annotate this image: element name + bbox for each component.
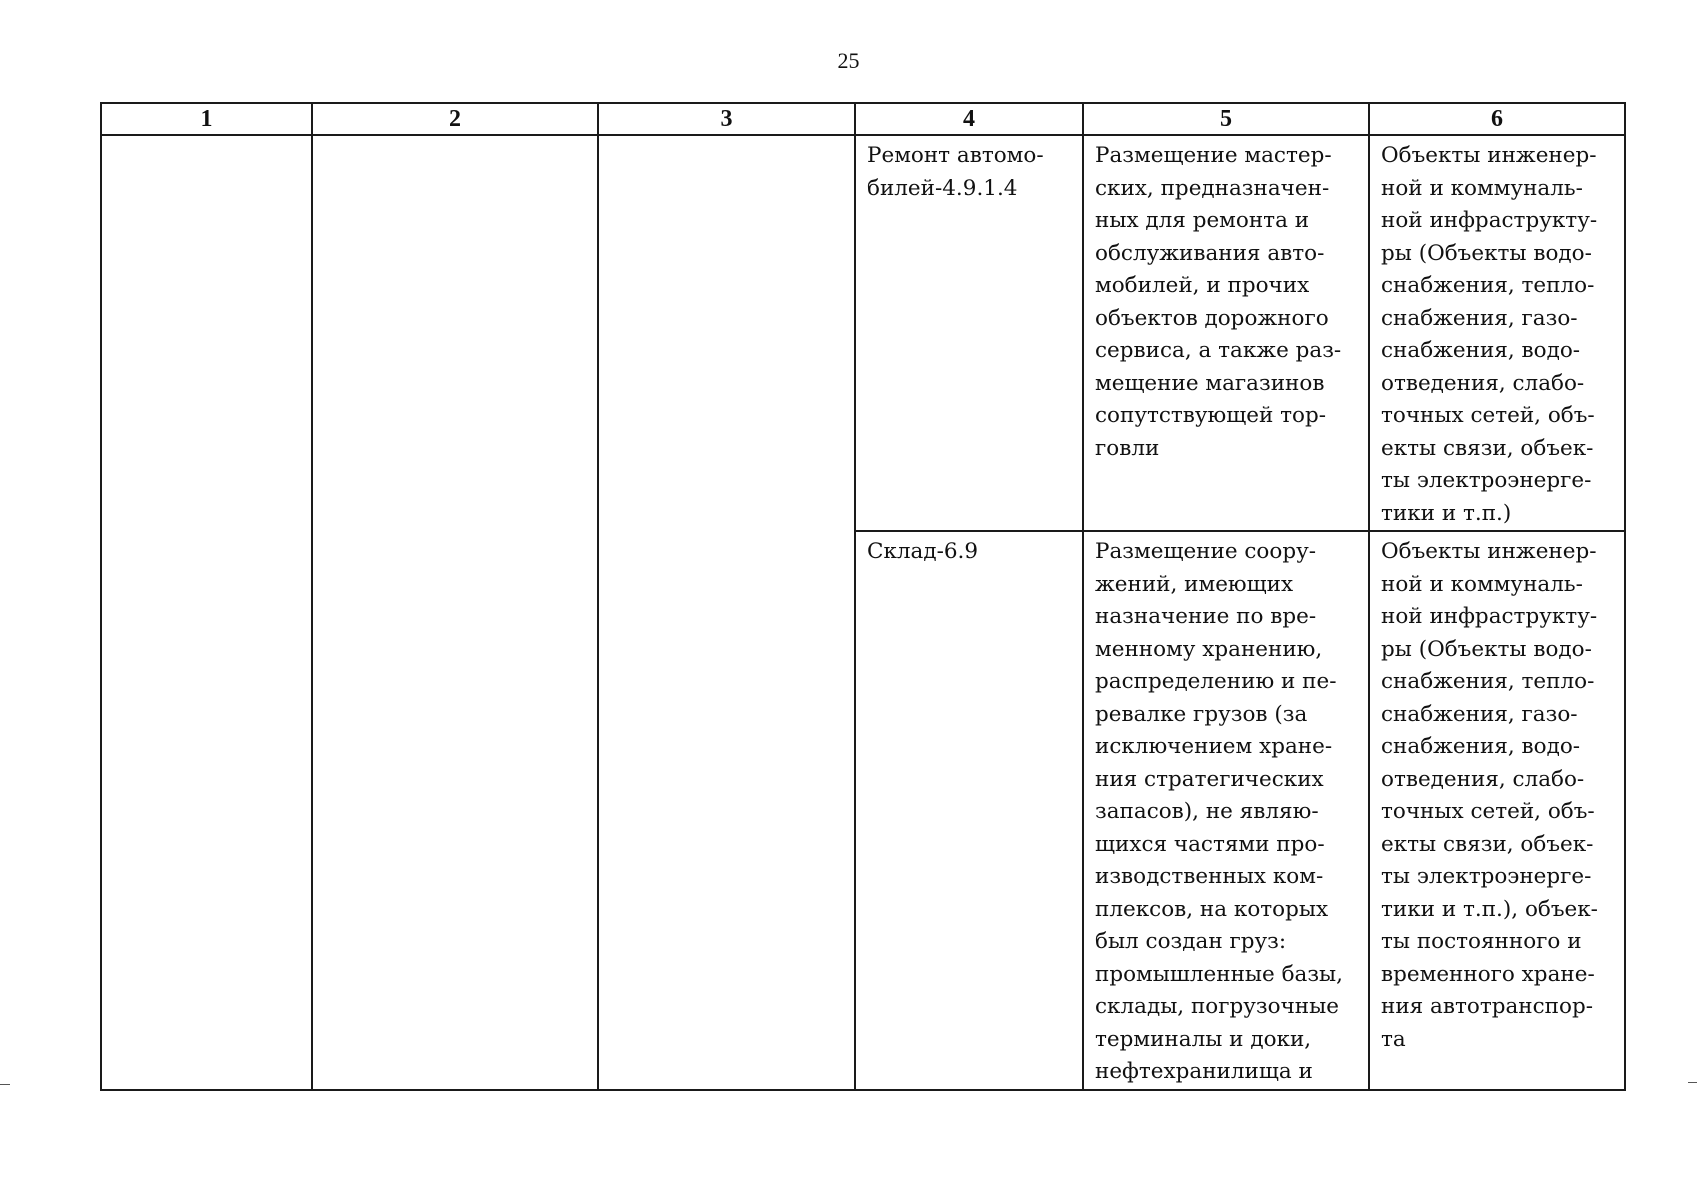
text-line: ной и коммуналь- bbox=[1381, 175, 1583, 201]
text-line: екты связи, объек- bbox=[1381, 831, 1594, 857]
column-header: 2 bbox=[312, 103, 598, 135]
text-line: точных сетей, объ- bbox=[1381, 403, 1595, 428]
text-line: снабжения, газо- bbox=[1381, 305, 1578, 331]
text-line: Объекты инженер- bbox=[1381, 539, 1597, 564]
text-line: запасов), не являю- bbox=[1095, 799, 1319, 824]
use-type-cell bbox=[855, 135, 1083, 531]
text-line: ты постоянного и bbox=[1381, 929, 1582, 954]
use-type-cell bbox=[855, 531, 1083, 1090]
column-header: 5 bbox=[1083, 103, 1369, 135]
text-line: снабжения, водо- bbox=[1381, 734, 1581, 759]
text-line: Склад-6.9 bbox=[867, 539, 979, 564]
text-line: щихся частями про- bbox=[1095, 831, 1325, 857]
text-line: ревалке грузов (за bbox=[1095, 701, 1308, 727]
empty-cell-col1 bbox=[101, 135, 312, 1090]
text-line: тики и т.п.), объек- bbox=[1381, 896, 1598, 922]
column-header: 6 bbox=[1369, 103, 1625, 135]
text-line: отведения, слабо- bbox=[1381, 370, 1585, 396]
text-line: объектов дорожного bbox=[1095, 305, 1329, 331]
text-line: Размещение соору- bbox=[1095, 539, 1316, 564]
text-line: сопутствующей тор- bbox=[1095, 403, 1327, 428]
text-line: говли bbox=[1095, 435, 1160, 461]
scan-edge-mark bbox=[1688, 1082, 1697, 1083]
cell-text bbox=[1084, 532, 1368, 1089]
table-row bbox=[101, 135, 1625, 531]
cell-text bbox=[1370, 532, 1624, 1056]
cell-text bbox=[856, 136, 1082, 205]
cell-text bbox=[1370, 136, 1624, 530]
text-line: тики и т.п.) bbox=[1381, 500, 1512, 526]
text-line: точных сетей, объ- bbox=[1381, 799, 1595, 824]
text-line: назначение по вре- bbox=[1095, 604, 1317, 629]
text-line: мобилей, и прочих bbox=[1095, 273, 1310, 298]
text-line: Размещение мастер- bbox=[1095, 143, 1332, 168]
text-line: ных для ремонта и bbox=[1095, 208, 1310, 233]
text-line: изводственных ком- bbox=[1095, 864, 1324, 889]
text-line: ной и коммуналь- bbox=[1381, 571, 1583, 597]
header-row bbox=[101, 103, 1625, 135]
text-line: екты связи, объек- bbox=[1381, 435, 1594, 461]
text-line: распределению и пе- bbox=[1095, 669, 1337, 694]
column-header: 3 bbox=[598, 103, 855, 135]
empty-cell-col3 bbox=[598, 135, 855, 1090]
land-use-table bbox=[100, 102, 1626, 1091]
scan-edge-mark bbox=[0, 1084, 10, 1085]
text-line: плексов, на которых bbox=[1095, 896, 1329, 922]
text-line: ной инфраструкту- bbox=[1381, 208, 1598, 233]
column-header: 1 bbox=[101, 103, 312, 135]
text-line: жений, имеющих bbox=[1095, 571, 1294, 597]
text-line: ры (Объекты водо- bbox=[1381, 636, 1592, 662]
auxiliary-objects-cell bbox=[1369, 135, 1625, 531]
page-number: 25 bbox=[837, 48, 860, 73]
text-line: нефтехранилища и bbox=[1095, 1059, 1313, 1084]
text-line: билей-4.9.1.4 bbox=[867, 175, 1018, 201]
text-line: ной инфраструкту- bbox=[1381, 604, 1598, 629]
text-line: промышленные базы, bbox=[1095, 961, 1344, 987]
text-line: снабжения, водо- bbox=[1381, 338, 1581, 363]
empty-cell-col2 bbox=[312, 135, 598, 1090]
cell-text bbox=[1084, 136, 1368, 465]
text-line: сервиса, а также раз- bbox=[1095, 338, 1342, 363]
column-header: 4 bbox=[855, 103, 1083, 135]
text-line: терминалы и доки, bbox=[1095, 1026, 1312, 1052]
text-line: Объекты инженер- bbox=[1381, 143, 1597, 168]
text-line: ты электроэнерге- bbox=[1381, 468, 1592, 493]
text-line: временного хране- bbox=[1381, 961, 1595, 987]
text-line: снабжения, тепло- bbox=[1381, 669, 1595, 694]
cell-text bbox=[856, 532, 1082, 569]
use-description-cell bbox=[1083, 531, 1369, 1090]
text-line: Ремонт автомо- bbox=[867, 143, 1044, 168]
text-line: исключением хране- bbox=[1095, 734, 1333, 759]
text-line: был создан груз: bbox=[1095, 929, 1287, 954]
text-line: мещение магазинов bbox=[1095, 370, 1325, 396]
text-line: та bbox=[1381, 1026, 1406, 1052]
text-line: склады, погрузочные bbox=[1095, 994, 1339, 1019]
use-description-cell bbox=[1083, 135, 1369, 531]
text-line: менному хранению, bbox=[1095, 636, 1323, 662]
auxiliary-objects-cell bbox=[1369, 531, 1625, 1090]
text-line: ты электроэнерге- bbox=[1381, 864, 1592, 889]
text-line: ния стратегических bbox=[1095, 766, 1324, 792]
text-line: отведения, слабо- bbox=[1381, 766, 1585, 792]
text-line: ры (Объекты водо- bbox=[1381, 240, 1592, 266]
text-line: обслуживания авто- bbox=[1095, 240, 1325, 266]
text-line: ния автотранспор- bbox=[1381, 994, 1593, 1019]
text-line: снабжения, газо- bbox=[1381, 701, 1578, 727]
text-line: ских, предназначен- bbox=[1095, 175, 1330, 201]
text-line: снабжения, тепло- bbox=[1381, 273, 1595, 298]
